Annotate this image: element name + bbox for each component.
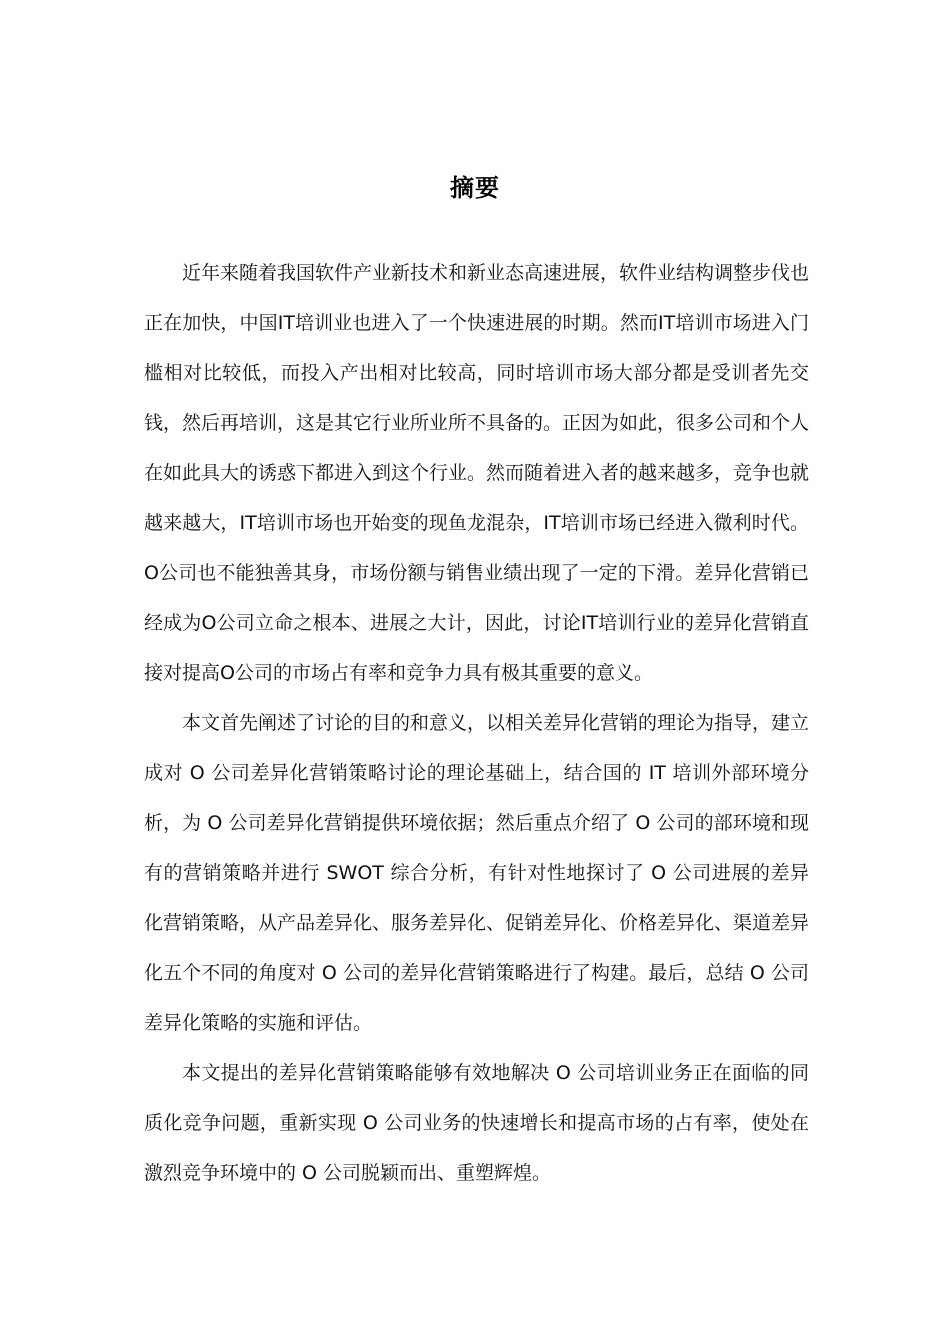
paragraph: 本文提出的差异化营销策略能够有效地解决 O 公司培训业务正在面临的同质化竞争问题，重新实现 O 公司业务的快速增长和提高市场的占有率，使处在激烈竞争环境中的 O 公司脱颖而出、重塑辉煌。	[144, 1062, 809, 1184]
abstract-body	[144, 248, 809, 1198]
page-title: 摘要	[450, 174, 500, 202]
paragraph: 近年来随着我国软件产业新技术和新业态高速进展，软件业结构调整步伐也正在加快，中国IT培训业也进入了一个快速进展的时期。然而IT培训市场进入门槛相对比较低，而投入产出相对比较高，同时培训市场大部分都是受训者先交钱，然后再培训，这是其它行业所业所不具备的。正因为如此，很多公司和个人在如此具大的诱惑下都进入到这个行业。然而随着进入者的越来越多，竞争也就越来越大，IT培训市场也开始变的现鱼龙混杂，IT培训市场已经进入微利时代。O公司也不能独善其身，市场份额与销售业绩出现了一定的下滑。差异化营销已经成为O公司立命之根本、进展之大计，因此，讨论IT培训行业的差异化营销直接对提高O公司的市场占有率和竞争力具有极其重要的意义。	[144, 262, 810, 684]
paragraph: 本文首先阐述了讨论的目的和意义，以相关差异化营销的理论为指导，建立成对 O 公司差异化营销策略讨论的理论基础上，结合国的 IT 培训外部环境分析，为 O 公司差异化营销提供环境依据；然后重点介绍了 O 公司的部环境和现有的营销策略并进行 SWOT 综合分析，有针对性地探讨了 O 公司进展的差异化营销策略，从产品差异化、服务差异化、促销差异化、价格差异化、渠道差异化五个不同的角度对 O 公司的差异化营销策略进行了构建。最后，总结 O 公司差异化策略的实施和评估。	[144, 712, 810, 1034]
